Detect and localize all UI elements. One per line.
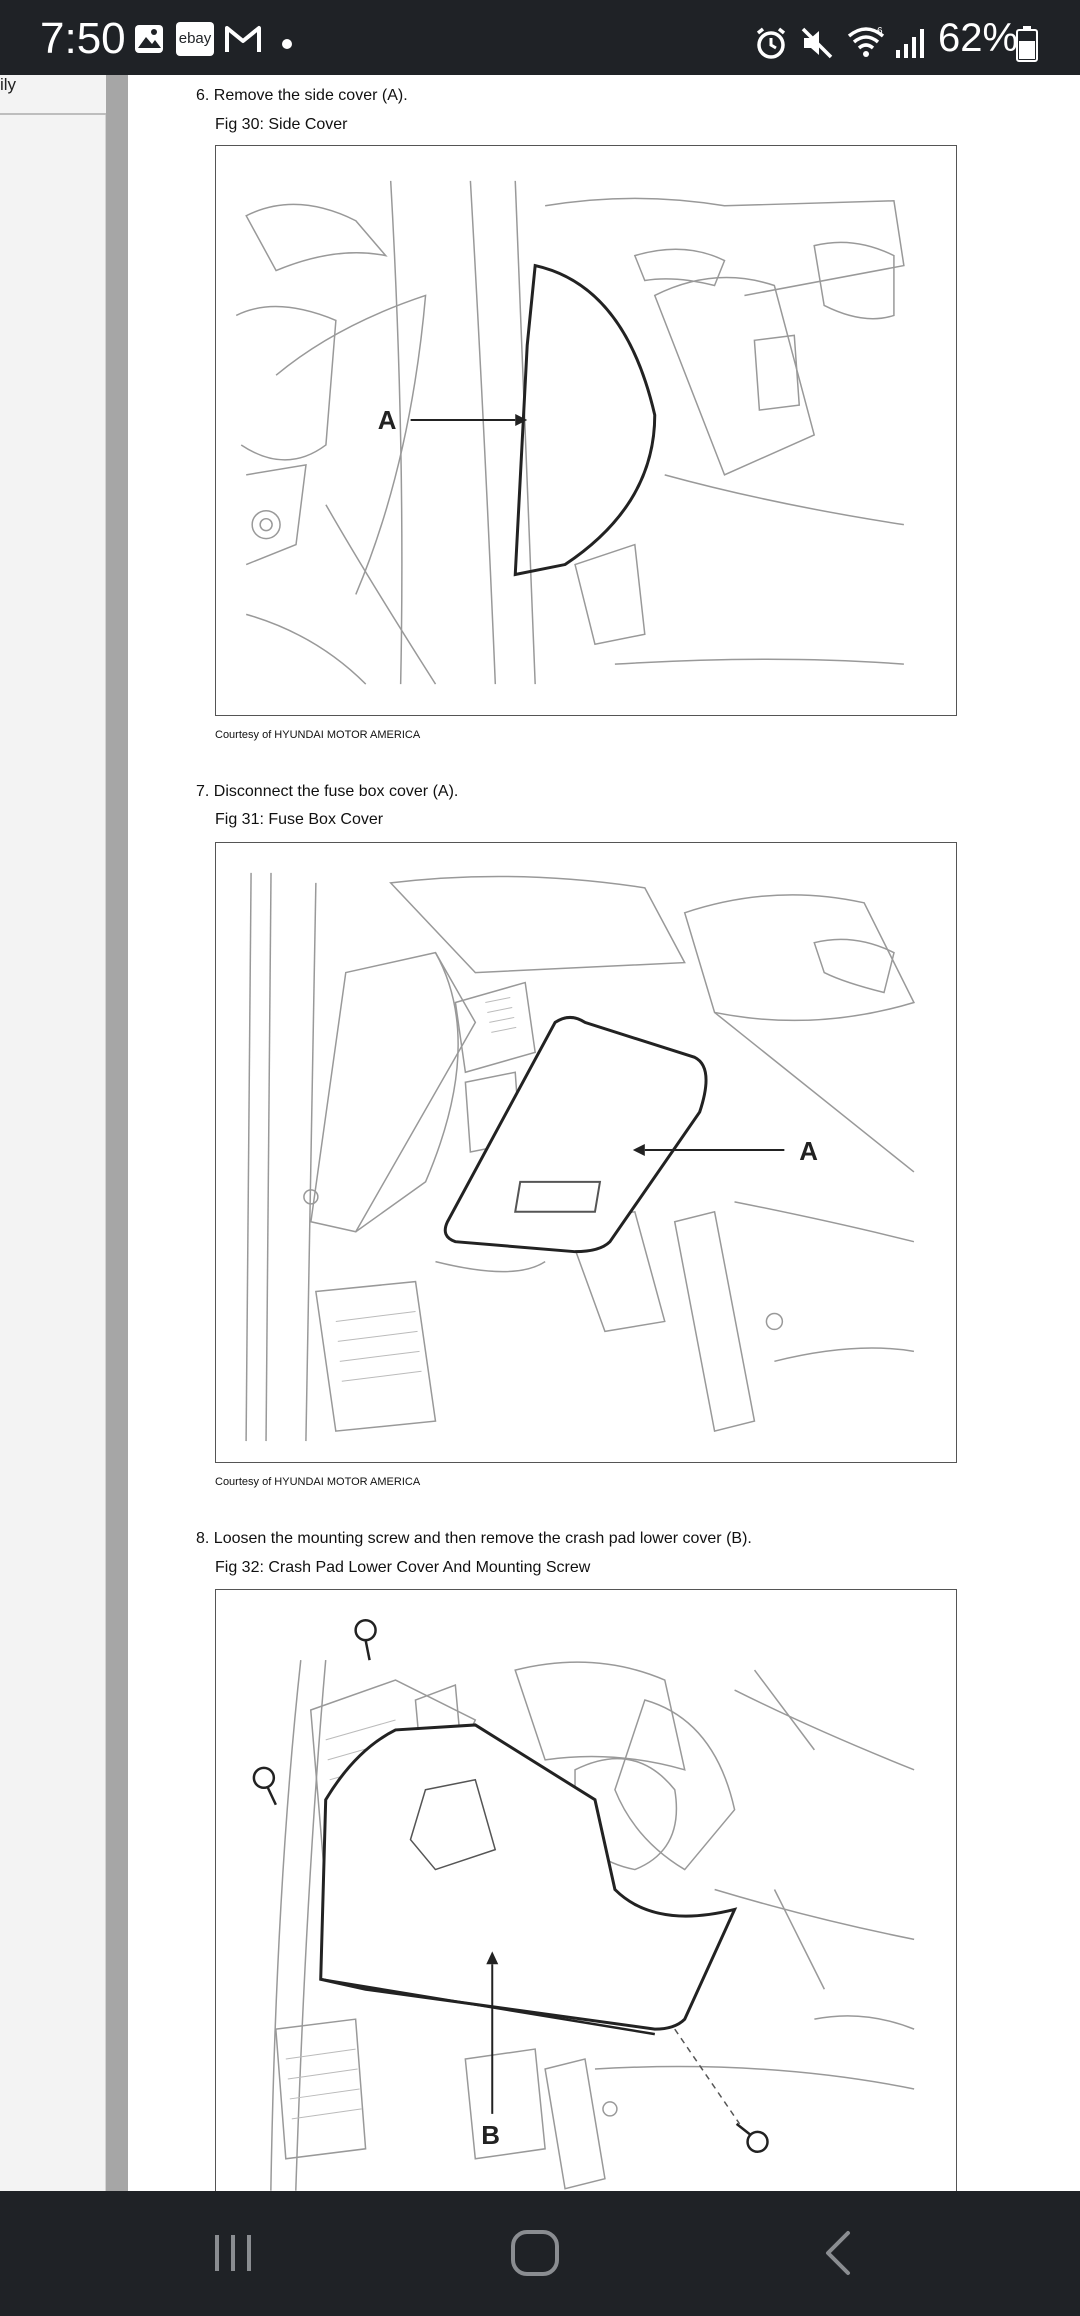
side-cover-diagram	[216, 146, 956, 715]
callout-label-b: B	[481, 2121, 501, 2150]
wifi-icon	[846, 24, 888, 60]
gmail-icon	[224, 24, 262, 54]
fig-30-side-cover	[215, 145, 957, 716]
callout-label-a: A	[799, 1137, 819, 1166]
dot-icon	[281, 38, 293, 50]
battery-percent: 62%	[938, 16, 1019, 60]
signal-icon	[894, 26, 928, 60]
fig-31-courtesy: Courtesy of HYUNDAI MOTOR AMERICA	[215, 1476, 421, 1488]
step-7-text: 7. Disconnect the fuse box cover (A).	[196, 783, 459, 800]
alarm-icon	[754, 26, 788, 60]
back-icon[interactable]	[818, 2223, 858, 2283]
step-6-text: 6. Remove the side cover (A).	[196, 87, 408, 104]
image-icon	[134, 24, 164, 54]
fig-32-crash-pad-lower-cover	[215, 1589, 957, 2191]
fig-30-courtesy: Courtesy of HYUNDAI MOTOR AMERICA	[215, 729, 421, 741]
side-panel	[0, 75, 106, 2191]
step-8-text: 8. Loosen the mounting screw and then remove the crash pad lower cover (B).	[196, 1530, 752, 1547]
fig-31-fuse-box-cover	[215, 842, 957, 1463]
status-bar	[0, 0, 1080, 75]
fuse-box-cover-diagram	[216, 843, 956, 1462]
crash-pad-lower-cover-diagram	[216, 1590, 956, 2191]
mute-icon	[800, 26, 834, 60]
fig-30-caption: Fig 30: Side Cover	[215, 116, 348, 133]
side-panel-item[interactable]	[0, 75, 106, 115]
recents-icon[interactable]	[210, 2223, 256, 2283]
navigation-bar	[0, 2191, 1080, 2316]
status-time: 7:50	[40, 14, 126, 63]
battery-icon	[1016, 26, 1038, 62]
side-panel-item-label: ily	[0, 75, 17, 94]
callout-label-a: A	[377, 407, 397, 436]
panel-divider[interactable]	[106, 75, 128, 2191]
document-page	[128, 75, 1080, 2191]
fig-32-caption: Fig 32: Crash Pad Lower Cover And Mounting Screw	[215, 1559, 591, 1576]
ebay-icon	[176, 22, 214, 56]
fig-31-caption: Fig 31: Fuse Box Cover	[215, 811, 384, 828]
ebay-label: ebay	[178, 30, 212, 47]
svg-text:6: 6	[877, 26, 883, 37]
home-icon[interactable]	[508, 2223, 564, 2283]
